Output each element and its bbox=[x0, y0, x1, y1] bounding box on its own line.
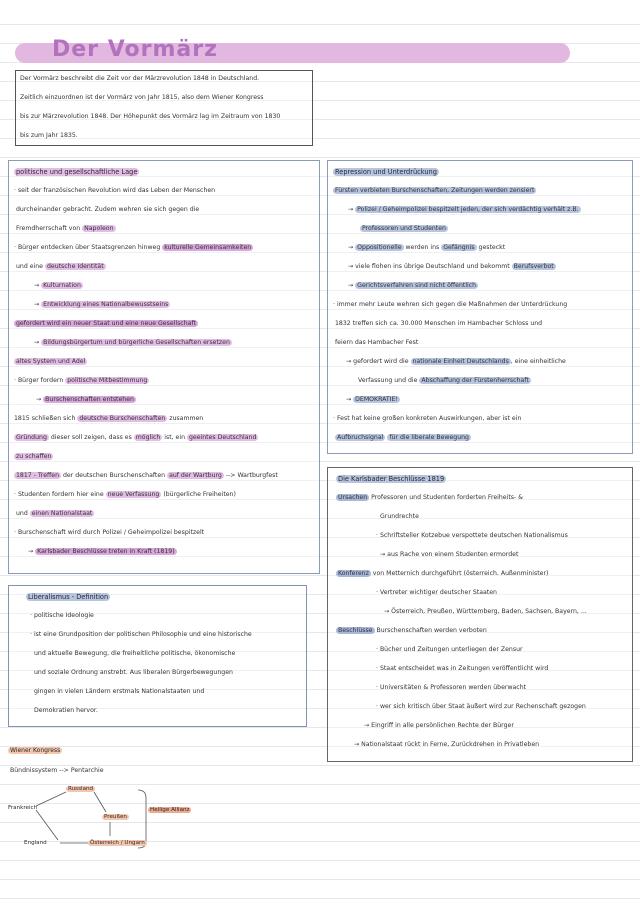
liberalism-line: und aktuelle Bewegung, die freiheitliche politische, ökonomische bbox=[34, 650, 236, 657]
karlsbad-line: · Staat entscheidet was in Zeitungen veröffentlicht wird bbox=[376, 665, 549, 672]
political-line: · Studenten fordern hier eine neue Verfassung (bürgerliche Freiheiten) bbox=[14, 491, 236, 498]
repression-line: Verfassung und die Abschaffung der Fürstenherrschaft bbox=[358, 377, 529, 384]
political-line: → Entwicklung eines Nationalbewusstseins bbox=[34, 301, 169, 308]
political-line: · Burschenschaft wird durch Polizei / Geheimpolizei bespitzelt bbox=[14, 529, 205, 536]
repression-heading: Repression und Unterdrückung bbox=[335, 168, 437, 176]
node-russland: Russland bbox=[68, 786, 94, 792]
political-line: · Bürger entdecken über Staatsgrenzen hinweg kulturelle Gemeinsamkeiten bbox=[14, 244, 252, 251]
political-line: und eine deutsche Identität bbox=[16, 263, 104, 270]
political-line: Gründung dieser soll zeigen, dass es möglich ist, ein geeintes Deutschland bbox=[16, 434, 257, 441]
karlsbad-line: → aus Rache von einem Studenten ermordet bbox=[380, 551, 519, 558]
liberalism-line: · politische Ideologie bbox=[30, 612, 94, 619]
political-line: und einen Nationalstaat bbox=[16, 510, 93, 517]
wiener-heading: Wiener Kongress bbox=[10, 747, 61, 754]
political-line: → Bildungsbürgertum und bürgerliche Gesellschaften ersetzen bbox=[34, 339, 230, 346]
node-frankreich: Frankreich bbox=[8, 805, 38, 811]
repression-line: Fürsten verbieten Burschenschaften, Zeitungen werden zensiert bbox=[335, 187, 535, 194]
repression-line: → viele flohen ins übrige Deutschland und bekommt Berufsverbot bbox=[348, 263, 554, 270]
node-oesterreich: Österreich / Ungarn bbox=[90, 840, 145, 846]
intro-line-3: bis zur Märzrevolution 1848. Der Höhepunkt des Vormärz lag im Zeitraum von 1830 bbox=[20, 113, 281, 120]
karlsbad-line: · Bücher und Zeitungen unterliegen der Zensur bbox=[376, 646, 523, 653]
karlsbad-line: · Schriftsteller Kotzebue verspottete deutschen Nationalismus bbox=[376, 532, 568, 539]
karlsbad-line: Ursachen Professoren und Studenten forderten Freiheits- & bbox=[338, 494, 523, 501]
intro-line-1: Der Vormärz beschreibt die Zeit vor der Märzrevolution 1848 in Deutschland. bbox=[20, 75, 260, 82]
political-line: gefordert wird ein neuer Staat und eine neue Gesellschaft bbox=[16, 320, 196, 327]
political-line: · seit der französischen Revolution wird das Leben der Menschen bbox=[14, 187, 216, 194]
repression-line: · immer mehr Leute wehren sich gegen die Maßnahmen der Unterdrückung bbox=[333, 301, 568, 308]
political-line: → Burschenschaften entstehen bbox=[36, 396, 134, 403]
repression-line: → gefordert wird die nationale Einheit Deutschlands , eine einheitliche bbox=[346, 358, 566, 365]
karlsbad-line: · Universitäten & Professoren werden überwacht bbox=[376, 684, 527, 691]
karlsbad-line: → Österreich, Preußen, Württemberg, Baden, Sachsen, Bayern, ... bbox=[384, 608, 587, 615]
political-heading: politische und gesellschaftliche Lage bbox=[16, 168, 138, 176]
political-line: 1817 - Treffen der deutschen Burschenschaften auf der Wartburg --> Wartburgfest bbox=[16, 472, 278, 479]
liberalism-line: gingen in vielen Ländern erstmals Nationalstaaten und bbox=[34, 688, 205, 695]
political-line: altes System und Adel bbox=[16, 358, 86, 365]
karlsbad-line: → Eingriff in alle persönlichen Rechte der Bürger bbox=[364, 722, 514, 729]
karlsbad-line: Konferenz von Metternich durchgeführt (österreich. Außenminister) bbox=[338, 570, 549, 577]
node-england: England bbox=[24, 840, 47, 846]
repression-line: → DEMOKRATIE! bbox=[346, 396, 398, 403]
repression-line: · Fest hat keine großen konkreten Auswirkungen, aber ist ein bbox=[333, 415, 522, 422]
heilige-allianz-label: Heilige Allianz bbox=[150, 807, 190, 813]
political-line: · Bürger fordern politische Mitbestimmung bbox=[14, 377, 148, 384]
repression-line: → Gerichtsverfahren sind nicht öffentlich bbox=[348, 282, 477, 289]
karlsbad-line: · Vertreter wichtiger deutscher Staaten bbox=[376, 589, 497, 596]
node-preussen: Preußen bbox=[104, 814, 127, 820]
liberalism-line: Demokratien hervor. bbox=[34, 707, 98, 714]
karlsbad-line: → Nationalstaat rückt in Ferne, Zurückdrehen in Privatleben bbox=[354, 741, 540, 748]
karlsbad-heading: Die Karlsbader Beschlüsse 1819 bbox=[338, 475, 445, 483]
political-line: → Kulturnation bbox=[34, 282, 81, 289]
political-line: → Karlsbader Beschlüsse treten in Kraft (1819) bbox=[28, 548, 175, 555]
wiener-line: Bündnissystem --> Pentarchie bbox=[10, 767, 104, 774]
political-line: durcheinander gebracht. Zudem wehren sie sich gegen die bbox=[16, 206, 200, 213]
intro-line-2: Zeitlich einzuordnen ist der Vormärz von Jahr 1815, also dem Wiener Kongress bbox=[20, 94, 264, 101]
political-line: zu schaffen bbox=[16, 453, 52, 460]
political-line: Fremdherrschaft von Napoleon bbox=[16, 225, 114, 232]
repression-line: 1832 treffen sich ca. 30.000 Menschen im Hambacher Schloss und bbox=[335, 320, 543, 327]
political-line: 1815 schließen sich deutsche Burschenschaften zusammen bbox=[14, 415, 204, 422]
karlsbad-line: · wer sich kritisch über Staat äußert wird zur Rechenschaft gezogen bbox=[376, 703, 586, 710]
repression-line: Aufbruchsignal für die liberale Bewegung bbox=[337, 434, 469, 441]
repression-line: → Polizei / Geheimpolizei bespitzelt jeden, der sich verdächtig verhält z.B. bbox=[348, 206, 579, 213]
repression-line: Professoren und Studenten bbox=[362, 225, 446, 232]
repression-line: feiern das Hambacher Fest bbox=[335, 339, 419, 346]
karlsbad-line: Grundrechte bbox=[380, 513, 419, 520]
intro-line-4: bis zum Jahr 1835. bbox=[20, 132, 78, 139]
liberalism-line: und soziale Ordnung anstrebt. Aus liberalen Bürgerbewegungen bbox=[34, 669, 233, 676]
liberalism-line: · ist eine Grundposition der politischen Philosophie und eine historische bbox=[30, 631, 252, 638]
liberalism-heading: Liberalismus - Definition bbox=[28, 593, 109, 601]
repression-line: → Oppositionelle werden ins Gefängnis gesteckt bbox=[348, 244, 506, 251]
page-title: Der Vormärz bbox=[52, 37, 218, 62]
karlsbad-line: Beschlüsse Burschenschaften werden verboten bbox=[338, 627, 487, 634]
